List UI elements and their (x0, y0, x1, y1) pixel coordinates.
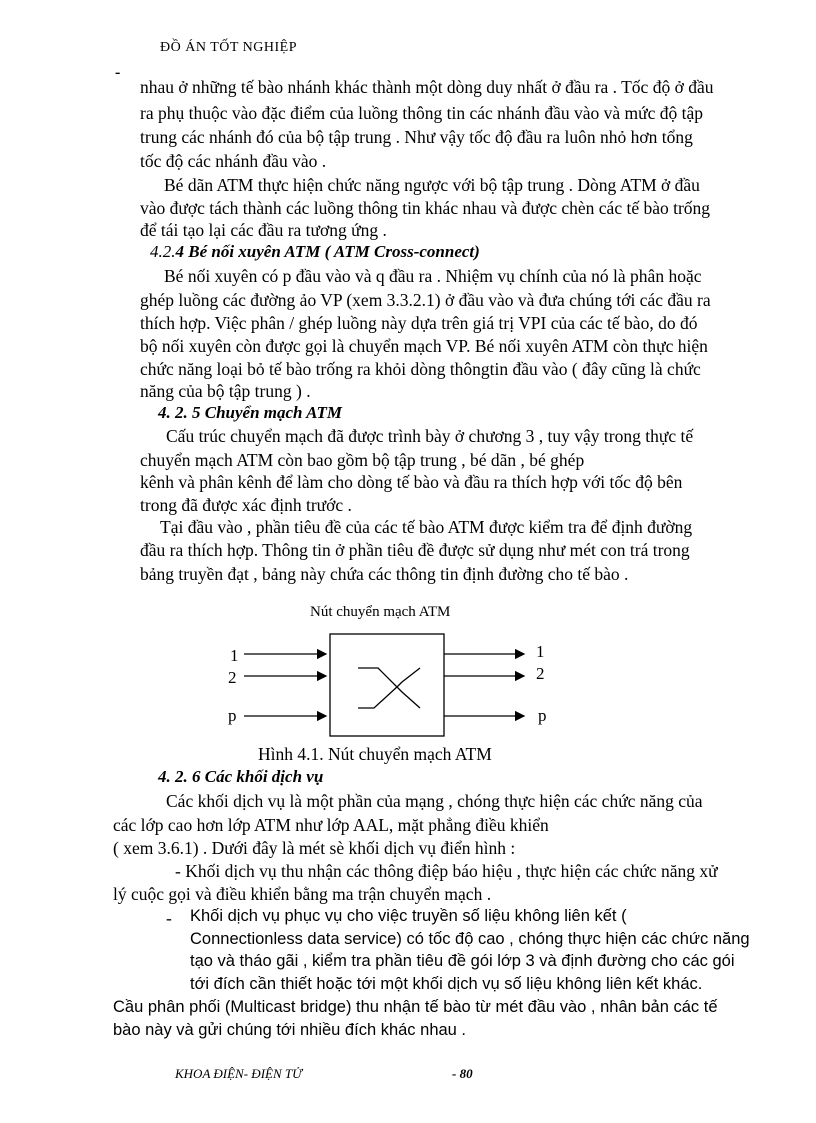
paragraph-1-line: ra phụ thuộc vào đặc điểm của luồng thông tin các nhánh đầu vào và mức độ tập (140, 103, 703, 123)
page-number: - 80 (452, 1066, 473, 1081)
paragraph-3-line: năng của bộ tập trung ) . (140, 381, 311, 401)
output-label-1: 1 (536, 642, 545, 661)
paragraph-3-line: bộ nối xuyên còn được gọi là chuyển mạch VP. Bé nối xuyên ATM còn thực hiện (140, 336, 708, 356)
heading-number: 4.2. (150, 242, 176, 261)
paragraph-4-line: kênh và phân kênh để làm cho dòng tế bào và đầu ra thích hợp với tốc độ bên (140, 472, 683, 492)
section-heading-4-2-4 (150, 242, 480, 262)
figure-title: Nút chuyển mạch ATM (310, 604, 451, 620)
figure-caption: Hình 4.1. Nút chuyển mạch ATM (258, 744, 492, 764)
output-label-p: p (538, 706, 547, 725)
paragraph-7-line: bào này và gửi chúng tới nhiều đích khác nhau . (113, 1021, 467, 1039)
paragraph-6-line: Các khối dịch vụ là một phần của mạng , chóng thực hiện các chức năng của (166, 791, 703, 811)
bullet-2-line: tới đích cần thiết hoặc tới một khối dịch vụ số liệu không liên kết khác. (190, 975, 703, 993)
paragraph-2-line: vào được tách thành các luồng thông tin khác nhau và được chèn các tế bào trống (140, 198, 711, 218)
section-heading-4-2-5: 4. 2. 5 Chuyển mạch ATM (158, 403, 343, 422)
paragraph-4-line: Cấu trúc chuyển mạch đã được trình bày ở chương 3 , tuy vậy trong thực tế (166, 426, 694, 446)
bullet-2-line: Khối dịch vụ phục vụ cho việc truyền số liệu không liên kết ( (190, 907, 627, 925)
paragraph-2-line: để tái tạo lại các đầu ra tương ứng . (140, 220, 387, 240)
header-dash: - (115, 64, 121, 81)
paragraph-2-line: Bé dãn ATM thực hiện chức năng ngược với bộ tập trung . Dòng ATM ở đầu (164, 175, 700, 195)
heading-text: 4 Bé nối xuyên ATM ( ATM Cross-connect) (175, 242, 480, 261)
section-heading-4-2-6: 4. 2. 6 Các khối dịch vụ (158, 767, 324, 786)
paragraph-4-line: chuyển mạch ATM còn bao gồm bộ tập trung , bé dãn , bé ghép (140, 450, 585, 470)
paragraph-5-line: Tại đầu vào , phần tiêu đề của các tế bào ATM được kiểm tra để định đường (160, 517, 693, 537)
paragraph-1-line: tốc độ các nhánh đầu vào . (140, 151, 327, 171)
bullet-2-line: Connectionless data service) có tốc độ cao , chóng thực hiện các chức năng (190, 930, 750, 948)
output-label-2: 2 (536, 664, 545, 683)
paragraph-4-line: trong đã được xác định trước . (140, 495, 352, 515)
paragraph-3-line: ghép luồng các đường ảo VP (xem 3.3.2.1) ở đầu vào và đưa chúng tới các đầu ra (140, 290, 711, 310)
bullet-1-line: - Khối dịch vụ thu nhận các thông điệp báo hiệu , thực hiện các chức năng xử (175, 861, 718, 881)
paragraph-5-line: đầu ra thích hợp. Thông tin ở phần tiêu đề được sử dụng như mét con trá trong (140, 540, 690, 560)
switch-box (330, 634, 444, 736)
input-label-p: p (228, 706, 237, 725)
paragraph-3-line: thích hợp. Việc phân / ghép luồng này dựa trên giá trị VPI của các tế bào, do đó (140, 313, 698, 333)
paragraph-1-line: trung các nhánh đó của bộ tập trung . Như vậy tốc độ đầu ra luôn nhỏ hơn tổng (140, 127, 693, 147)
paragraph-6-line: ( xem 3.6.1) . Dưới đây là mét sè khối dịch vụ điển hình : (113, 838, 516, 858)
paragraph-3-line: chức năng loại bỏ tế bào trống ra khỏi dòng thôngtin đầu vào ( đây cũng là chức (140, 359, 701, 379)
paragraph-3-line: Bé nối xuyên có p đầu vào và q đầu ra . Nhiệm vụ chính của nó là phân hoặc (164, 266, 702, 286)
paragraph-7-line: Cầu phân phối (Multicast bridge) thu nhận tế bào từ mét đầu vào , nhân bản các tế (113, 998, 718, 1016)
paragraph-6-line: các lớp cao hơn lớp ATM như lớp AAL, mặt phẳng điều khiển (113, 815, 549, 835)
bullet-2-line: tạo và tháo gãi , kiểm tra phần tiêu đề gói lớp 3 và định đường cho các gói (190, 952, 735, 970)
footer-department: KHOA ĐIỆN- ĐIỆN TỬ (175, 1066, 302, 1081)
input-label-1: 1 (230, 646, 239, 665)
switch-diagram (220, 628, 580, 738)
bullet-2-dash: - (166, 908, 172, 928)
input-label-2: 2 (228, 668, 237, 687)
page-header: ĐỒ ÁN TỐT NGHIỆP (160, 40, 297, 55)
paragraph-5-line: bảng truyền đạt , bảng này chứa các thông tin định đường cho tế bào . (140, 564, 629, 584)
bullet-1-line: lý cuộc gọi và điều khiển bằng ma trận chuyển mạch . (113, 884, 492, 904)
paragraph-1-line: nhau ở những tế bào nhánh khác thành một dòng duy nhất ở đầu ra . Tốc độ ở đầu (140, 77, 714, 97)
